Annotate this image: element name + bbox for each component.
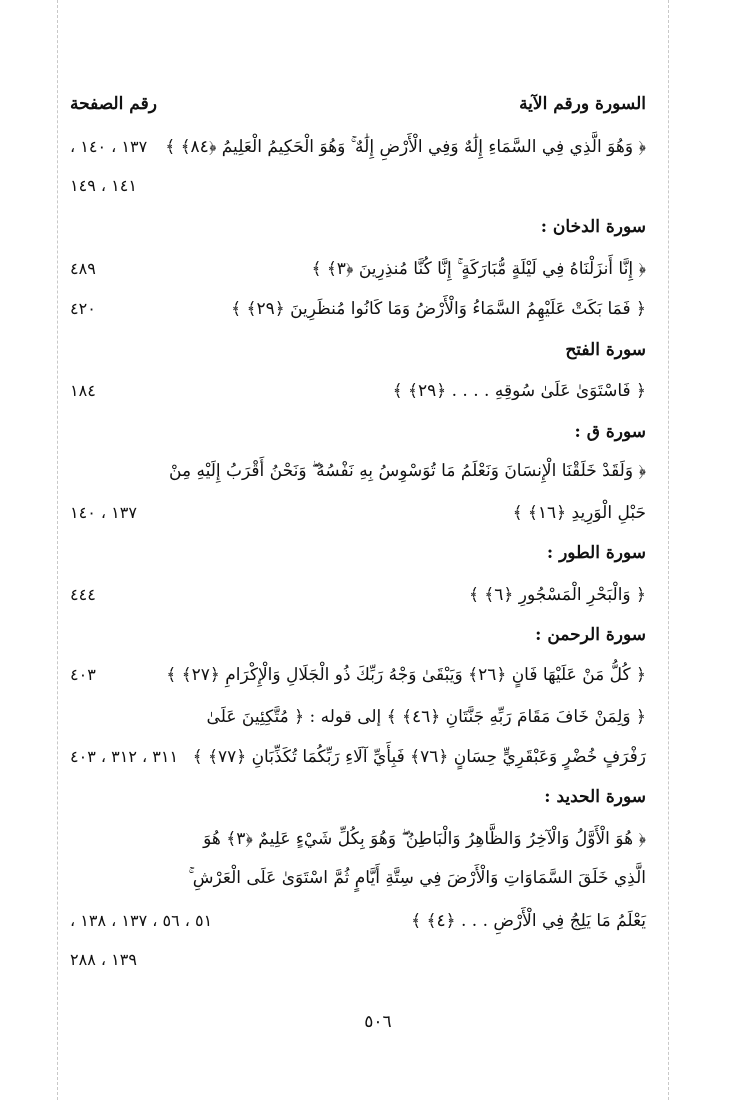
surah-heading: سورة الحديد : bbox=[544, 787, 646, 807]
verse-text: ﴿ وَلَقَدْ خَلَقْنَا الْإِنسَانَ وَنَعْلَمُ مَا تُوَسْوِسُ بِهِ نَفْسُهُ ۖ وَنَحْنُ أَقْرَبُ إِلَيْهِ مِنْ bbox=[169, 461, 646, 481]
page-references: ٤٨٩ bbox=[70, 259, 96, 278]
surah-heading: سورة الرحمن : bbox=[535, 625, 646, 645]
page-number: ٥٠٦ bbox=[364, 1012, 392, 1032]
verse-text: ﴿ وَهُوَ الَّذِي فِي السَّمَاءِ إِلَٰهٌ وَفِي الْأَرْضِ إِلَٰهٌ ۚ وَهُوَ الْحَكِيمُ الْعَلِيمُ ﴿٨٤﴾ ﴾ bbox=[165, 137, 646, 157]
page-references: ١٨٤ bbox=[70, 381, 96, 400]
verse-text: ﴿ فَمَا بَكَتْ عَلَيْهِمُ السَّمَاءُ وَالْأَرْضُ وَمَا كَانُوا مُنظَرِينَ ﴿٢٩﴾ ﴾ bbox=[231, 299, 646, 319]
index-entry bbox=[70, 176, 646, 195]
surah-heading-row bbox=[70, 340, 646, 360]
verse-text: ﴿ إِنَّا أَنزَلْنَاهُ فِي لَيْلَةٍ مُّبَارَكَةٍ ۚ إِنَّا كُنَّا مُنذِرِينَ ﴿٣﴾ ﴾ bbox=[311, 259, 646, 279]
index-entry bbox=[70, 828, 646, 849]
index-entry bbox=[70, 868, 646, 888]
left-margin-guide bbox=[57, 0, 58, 1100]
surah-heading-row bbox=[70, 543, 646, 563]
page-references: ٥١ ، ٥٦ ، ١٣٧ ، ١٣٨ ، bbox=[70, 911, 213, 930]
page-references: ٤٤٤ bbox=[70, 585, 96, 604]
index-entry bbox=[70, 136, 646, 157]
page-references: ١٤١ ، ١٤٩ bbox=[70, 176, 137, 195]
verse-text: الَّذِي خَلَقَ السَّمَاوَاتِ وَالْأَرْضَ فِي سِتَّةِ أَيَّامٍ ثُمَّ اسْتَوَىٰ عَلَى الْعَرْشِ ۚ bbox=[188, 868, 646, 888]
surah-heading-row bbox=[70, 625, 646, 645]
verse-text: ﴿ وَلِمَنْ خَافَ مَقَامَ رَبِّهِ جَنَّتَانِ ﴿٤٦﴾ ﴾ إلى قوله : ﴿ مُتَّكِئِينَ عَلَىٰ bbox=[206, 707, 646, 727]
surah-heading: سورة ق : bbox=[574, 422, 646, 442]
surah-heading: سورة الطور : bbox=[546, 543, 646, 563]
column-header-page: رقم الصفحة bbox=[70, 94, 157, 114]
page-references: ١٣٧ ، ١٤٠ bbox=[70, 503, 137, 522]
verse-text: يَعْلَمُ مَا يَلِجُ فِي الْأَرْضِ . . . ﴿٤﴾ ﴾ bbox=[411, 911, 646, 931]
verse-text: ﴿ كُلُّ مَنْ عَلَيْهَا فَانٍ ﴿٢٦﴾ وَيَبْقَىٰ وَجْهُ رَبِّكَ ذُو الْجَلَالِ وَالْإِكْرَامِ ﴿٢٧﴾ ﴾ bbox=[166, 665, 646, 685]
page-references: ٤٢٠ bbox=[70, 299, 96, 318]
index-entry bbox=[70, 298, 646, 319]
index-entry bbox=[70, 502, 646, 523]
surah-heading: سورة الفتح bbox=[565, 340, 646, 360]
verse-text: ﴿ وَالْبَحْرِ الْمَسْجُورِ ﴿٦﴾ ﴾ bbox=[468, 585, 646, 605]
index-entry bbox=[70, 706, 646, 727]
right-margin-guide bbox=[668, 0, 669, 1100]
index-entry bbox=[70, 461, 646, 481]
column-header-surah: السورة ورقم الآية bbox=[519, 94, 646, 114]
page-references: ٤٠٣ bbox=[70, 665, 96, 684]
index-entry bbox=[70, 258, 646, 279]
verse-text: رَفْرَفٍ خُضْرٍ وَعَبْقَرِيٍّ حِسَانٍ ﴿٧٦﴾ فَبِأَيِّ آلَاءِ رَبِّكُمَا تُكَذِّبَانِ ﴿٧٧﴾ ﴾ bbox=[192, 747, 646, 767]
index-entry bbox=[70, 664, 646, 685]
index-entry bbox=[70, 380, 646, 401]
page-references: ٣١١ ، ٣١٢ ، ٤٠٣ bbox=[70, 747, 179, 766]
surah-heading-row bbox=[70, 787, 646, 807]
surah-heading-row bbox=[70, 217, 646, 237]
index-entry bbox=[70, 950, 646, 969]
column-header-row bbox=[70, 94, 646, 114]
page-references: ١٣٧ ، ١٤٠ ، bbox=[70, 137, 148, 156]
index-entry bbox=[70, 746, 646, 767]
verse-text: ﴿ هُوَ الْأَوَّلُ وَالْآخِرُ وَالظَّاهِرُ وَالْبَاطِنُ ۖ وَهُوَ بِكُلِّ شَيْءٍ عَلِيمٌ ﴿٣﴾ هُوَ bbox=[203, 829, 646, 849]
surah-heading-row bbox=[70, 422, 646, 442]
index-entry bbox=[70, 584, 646, 605]
surah-heading: سورة الدخان : bbox=[540, 217, 646, 237]
verse-text: ﴿ فَاسْتَوَىٰ عَلَىٰ سُوقِهِ . . . . ﴿٢٩﴾ ﴾ bbox=[392, 381, 646, 401]
verse-text: حَبْلِ الْوَرِيدِ ﴿١٦﴾ ﴾ bbox=[512, 503, 646, 523]
index-entry bbox=[70, 910, 646, 931]
page-references: ١٣٩ ، ٢٨٨ bbox=[70, 950, 137, 969]
